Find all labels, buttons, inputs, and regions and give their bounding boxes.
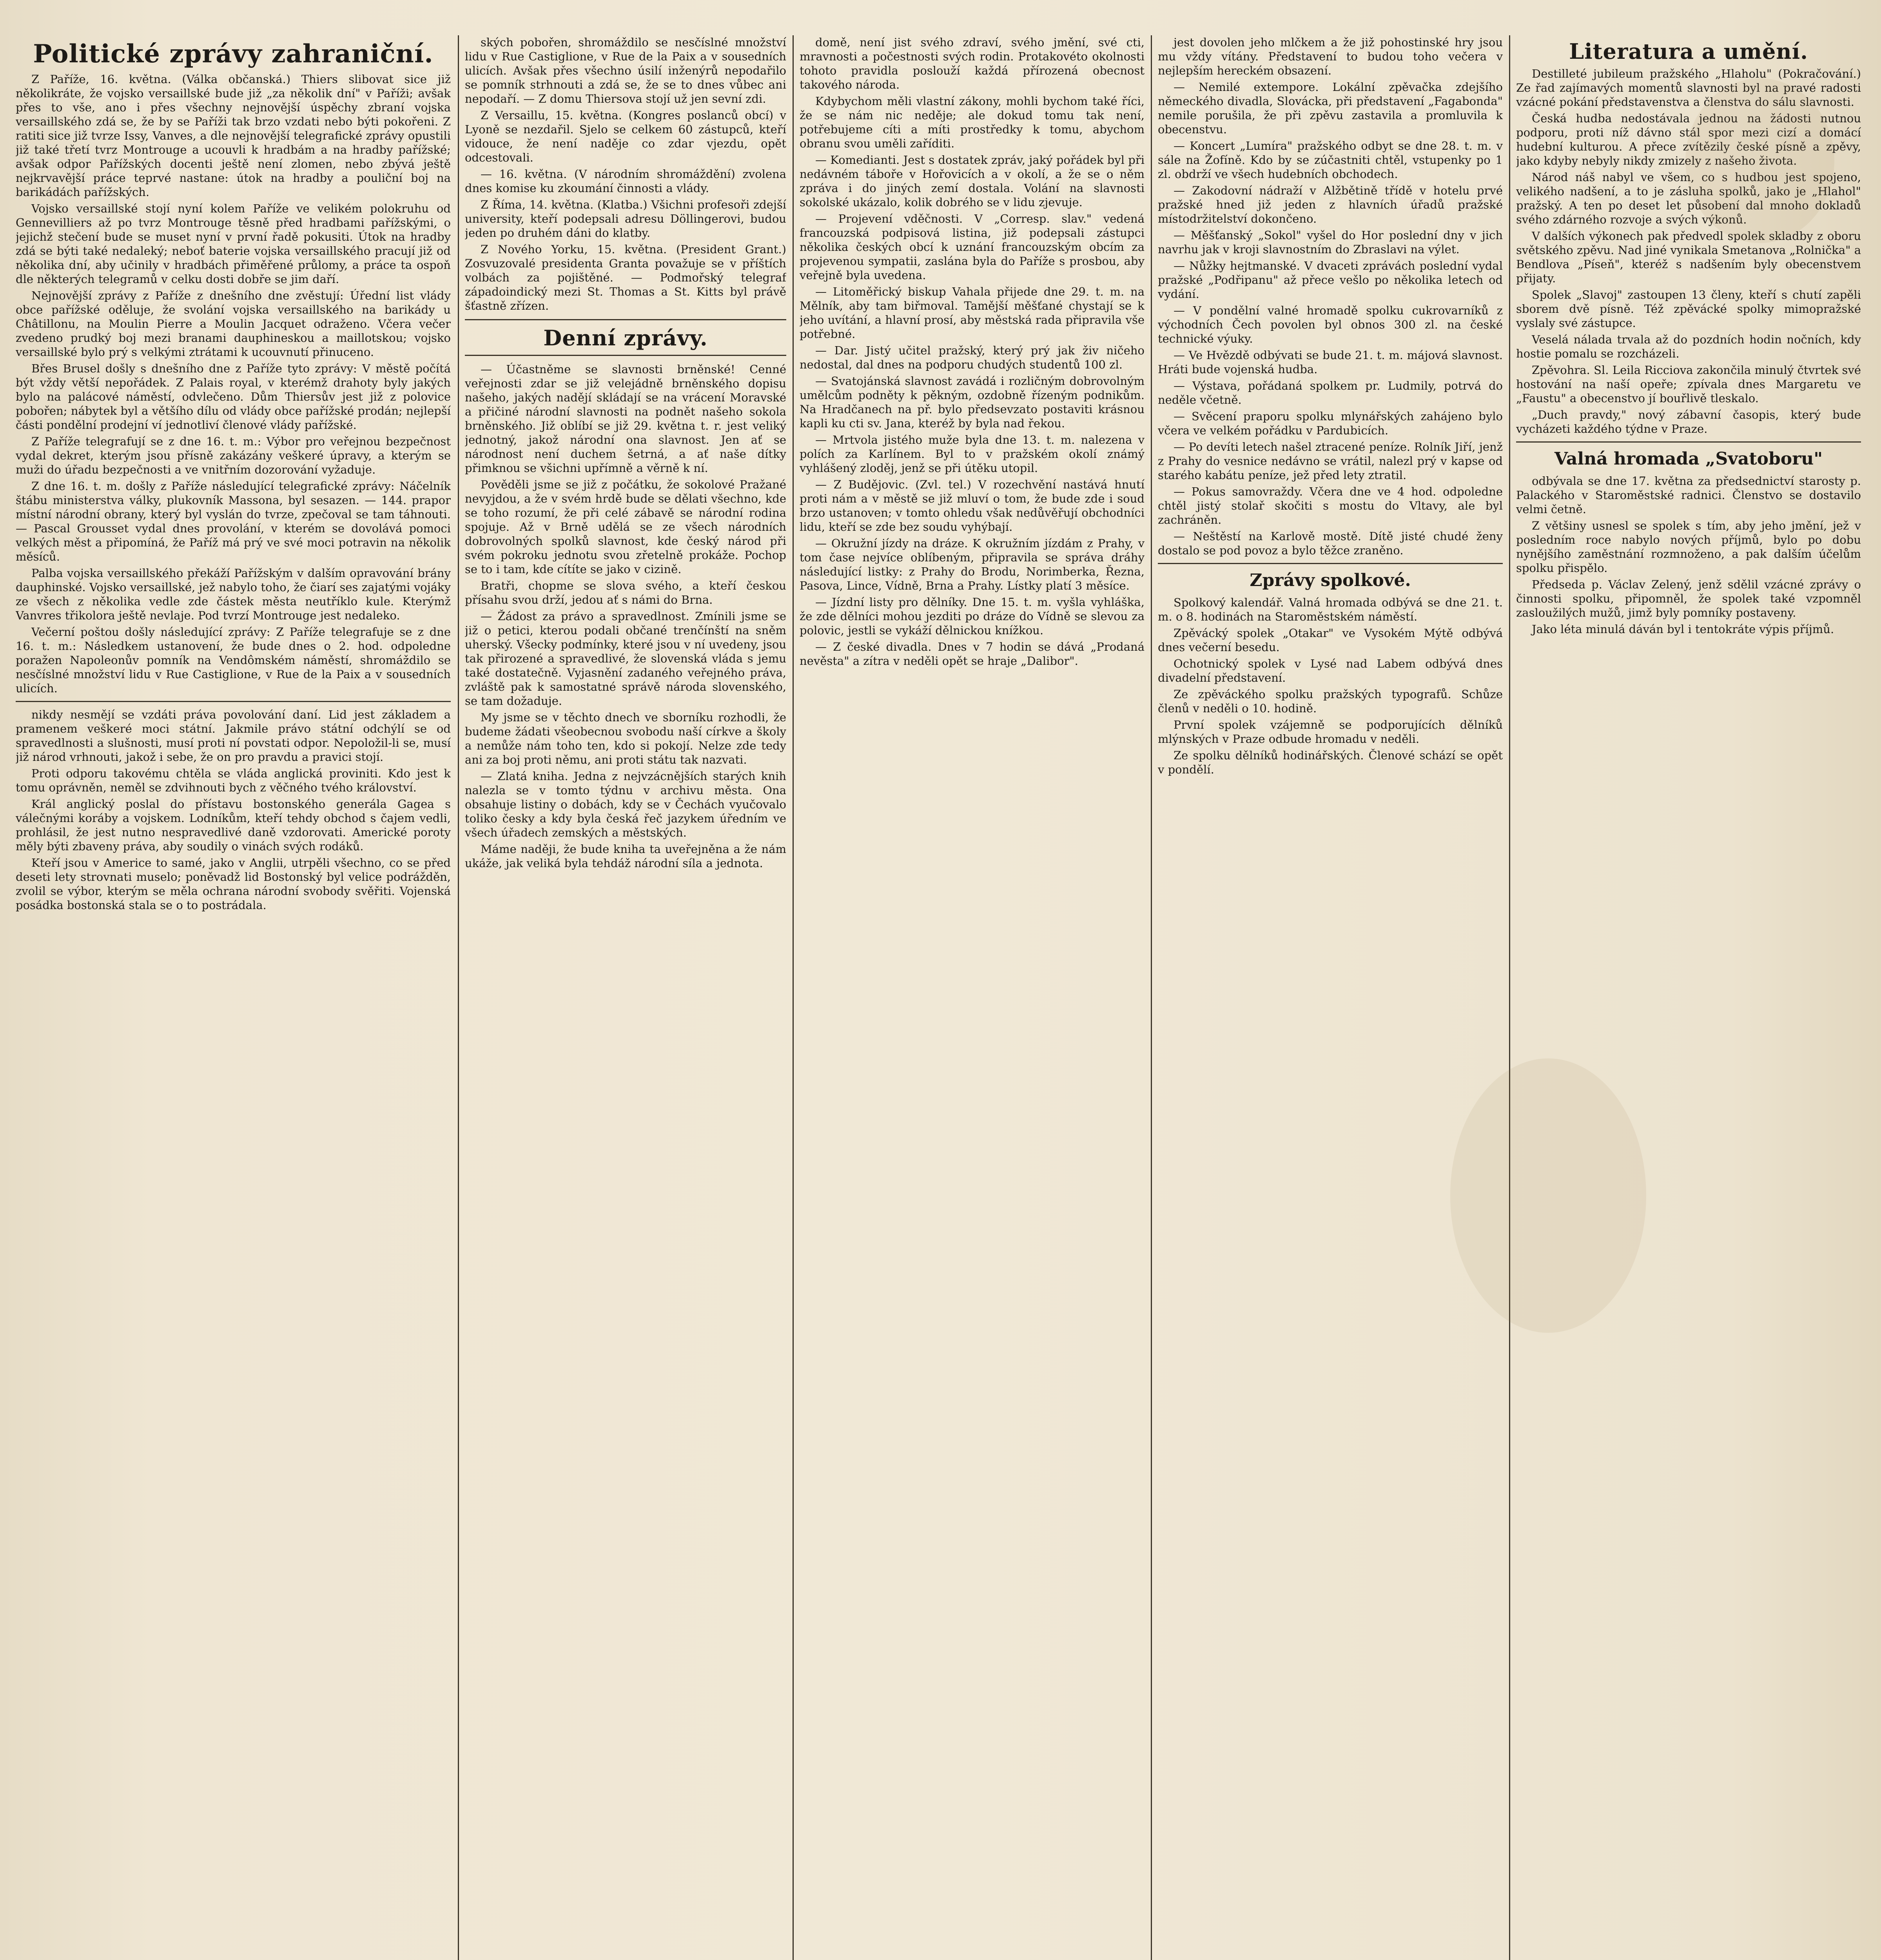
section-divider	[16, 701, 451, 702]
article-paragraph: Zpěvohra. Sl. Leila Ricciova zakončila minulý čtvrtek své hostování na naší opeře; zpívala dnes Margaretu ve „Faustu" a obecenstvo jí bouřlivě tleskalo.	[1516, 363, 1861, 405]
column-rule	[1509, 35, 1510, 1960]
article-paragraph: Z Paříže, 16. května. (Válka občanská.) Thiers slibovat sice již několikráte, že vojsko versaillské bude již „za několik dní" v Paříži; avšak přes to vše, ano i přes všechny nejnovější úspěchy zbraní vojska versaillského zdá se, že by se Paříži tak brzo vzdati nebo býti pokořeni. Z ratiti sice již tvrze Issy, Vanves, a dle nejnovější telegrafické zprávy opustili již také třetí tvrz Montrouge a ucouvli k hradbám a na hradby pařížské; avšak odpor Pařížských docenti ještě není zlomen, nebo zbývá ještě nejkrvavější práce teprvé nastane: útok na hradby a pouliční boj na barikádách pařížských.	[16, 73, 451, 199]
heading-valna-hromada-svatoboru: Valná hromada „Svatoboru"	[1554, 449, 1823, 469]
article-paragraph: — Žádost za právo a spravedlnost. Zmínili jsme se již o petici, kterou podali občané trenčínští na sněm uherský. Všecky podmínky, které jsou v ní uvedeny, jsou tak přirozené a spravedlivé, že slovenská vláda s jemu také dostatečně. Vyjasnění zadaného veřejného práva, zvláště pak k samostatné správě národa slovenského, se tam dožaduje.	[465, 610, 786, 708]
article-paragraph: ských pobořen, shromáždilo se nesčíslné množství lidu v Rue Castiglione, v Rue de la Paix a v sousedních ulicích. Avšak přes všechno úsilí inženýrů nepodařilo se pomník strhnouti a zdá se, že se to dnes vůbec ani nepodaří. — Z domu Thiersova stojí už jen sevní zdi.	[465, 36, 786, 105]
article-paragraph: Z Nového Yorku, 15. května. (President Grant.) Zosvuzovalé presidenta Granta považuje se v příštích volbách za pojištěné. — Podmořský telegraf západoindický mezi St. Thomas a St. Kitts byl právě šťastně zřízen.	[465, 243, 786, 312]
article-paragraph: — Nemilé extempore. Lokální zpěvačka zdejšího německého divadla, Slovácka, při představení „Fagabonda" nemile porušila, že při zpěvu zastavila a promluvila k obecenstvu.	[1158, 80, 1503, 136]
column-4	[1158, 35, 1503, 1960]
article-paragraph: — Z Budějovic. (Zvl. tel.) V rozechvění nastává hnutí proti nám a v městě se již mluví o tom, že bude zde i soud brzo ustanoven; v tomto ohledu však nedůvěřují obchodníci lidu, kteří se zde bez soudu vyhýbají.	[800, 478, 1145, 534]
section-divider	[1516, 441, 1861, 443]
column-1	[16, 35, 451, 1960]
heading-literatura-a-umeni: Literatura a umění.	[1569, 39, 1808, 64]
article-paragraph: — Koncert „Lumíra" pražského odbyt se dne 28. t. m. v sále na Žofíně. Kdo by se zúčastniti chtěl, vstupenky po 1 zl. obdrží ve všech hudebních obchodech.	[1158, 139, 1503, 181]
article-paragraph: Z Versaillu, 15. května. (Kongres poslanců obcí) v Lyoně se nezdařil. Sjelo se celkem 60 zástupců, kteří vidouce, že není naděje co zdar vjezdu, opět odcestovali.	[465, 109, 786, 164]
article-paragraph: — Výstava, pořádaná spolkem pr. Ludmily, potrvá do neděle včetně.	[1158, 379, 1503, 407]
article-paragraph: domě, není jist svého zdraví, svého jmění, své cti, mravnosti a počestnosti svých rodin. Protakovéto okolnosti tohoto pravidla poslouží každá přírozená obecnost takového národa.	[800, 36, 1145, 91]
article-paragraph: jest dovolen jeho mlčkem a že již pohostinské hry jsou mu vždy vítány. Představení to budou toho večera v nejlepším hereckém obsazení.	[1158, 36, 1503, 77]
article-paragraph: Destilleté jubileum pražského „Hlaholu" (Pokračování.) Ze řad zajímavých momentů slavnosti byl na pravé radosti vzácné pokání představenstva a členstva do sálu slavnosti.	[1516, 67, 1861, 109]
article-paragraph: — Nůžky hejtmanské. V dvaceti zprávách poslední vydal pražské „Podřipanu" až přece vešlo po několika letech od vydání.	[1158, 259, 1503, 301]
article-paragraph: Palba vojska versaillského překáží Pařížským v dalším opravování brány dauphinské. Vojsko versaillské, jež nabylo toho, že čiarí ses zajatými vojáky ze všech z několika vedle zde částek města neutříklo kule. Kterýmž Vanvres třikolora ještě nevlaje. Pod tvrzí Montrouge jest nedaleko.	[16, 566, 451, 622]
heading-zpravy-spolkove: Zprávy spolkové.	[1250, 570, 1411, 590]
column-5	[1516, 35, 1861, 1960]
article-paragraph: Z dne 16. t. m. došly z Paříže následující telegrafické zprávy: Náčelník štábu ministerstva války, plukovník Massona, byl sesazen. — 144. prapor místní národní obrany, který byl vyslán do tvrze, zpečoval se tam táhnouti. — Pascal Grousset vydal dnes provolání, v kterém se dovolává pomoci velkých měst a připomíná, že Paříž má prý ve své moci potravin na několik měsíců.	[16, 479, 451, 563]
article-paragraph: My jsme se v těchto dnech ve sborníku rozhodli, že budeme žádati všeobecnou svobodu naší církve a školy a nemůže nám toho ten, kdo si pokojí. Nelze zde tedy ani za boj proti němu, ani proti státu tak nazvati.	[465, 711, 786, 766]
column-rule	[793, 35, 794, 1960]
article-paragraph: — 16. května. (V národním shromáždění) zvolena dnes komise ku zkoumání činnosti a vlády.	[465, 167, 786, 195]
article-paragraph: Česká hudba nedostávala jednou na žádosti nutnou podporu, proti níž dávno stál spor mezi cizí a domácí hudební kulturou. A přece zvítězily české písně a zpěvy, jako kdyby nebyly nikdy zmizely z našeho života.	[1516, 112, 1861, 167]
article-paragraph: Veselá nálada trvala až do pozdních hodin nočních, kdy hostie pomalu se rozcházeli.	[1516, 333, 1861, 360]
section-divider	[1158, 563, 1503, 564]
article-paragraph: Pověděli jsme se již z počátku, že sokolové Pražané nevyjdou, a že v svém hrdě bude se dělati všechno, kde se toho rozumí, že při celé zábavě se národní rodina spojuje. Až v Brně udělá se ze všech národních dobrovolných spolků slavnost, kde český národ při svém pokroku jednotu svou zřetelně prokáže. Pochop se to i tam, kde cítíte se jako v cizině.	[465, 478, 786, 576]
article-paragraph: — Svěcení praporu spolku mlynářských zahájeno bylo včera ve velkém pořádku v Pardubicích.	[1158, 410, 1503, 437]
article-paragraph: Proti odporu takovému chtěla se vláda anglická proviniti. Kdo jest k tomu oprávněn, neměl se zdvihnouti bych z věčného tvého království.	[16, 767, 451, 794]
article-paragraph: Z většiny usnesl se spolek s tím, aby jeho jmění, jež v posledním roce nabylo nových příjmů, bylo po dobu nynějšího zaměstnání rozmnoženo, a pak dalším účelům spolku přispělo.	[1516, 519, 1861, 575]
article-paragraph: — Okružní jízdy na dráze. K okružním jízdám z Prahy, v tom čase nejvíce oblíbeným, připravila se správa dráhy následující listky: z Prahy do Brodu, Norimberka, Řezna, Pasova, Lince, Vídně, Brna a Prahy. Lístky platí 3 měsíce.	[800, 537, 1145, 592]
article-paragraph: Ochotnický spolek v Lysé nad Labem odbývá dnes divadelní představení.	[1158, 657, 1503, 684]
article-paragraph: První spolek vzájemně se podporujících dělníků mlýnských v Praze odbude hromadu v neděli.	[1158, 718, 1503, 746]
article-paragraph: — Projevení vděčnosti. V „Corresp. slav." vedená francouzská podpisová listina, již podepsali zástupci několika českých obcí k uznání francouzským obcím za projevenou sympatii, zaslána byla do Paříže s prosbou, aby veřejně byla uvedena.	[800, 212, 1145, 282]
article-paragraph: — Pokus samovraždy. Včera dne ve 4 hod. odpoledne chtěl jistý stolař skočiti s mostu do Vltavy, ale byl zachráněn.	[1158, 485, 1503, 526]
column-2	[465, 35, 786, 1960]
article-paragraph: Z Paříže telegrafují se z dne 16. t. m.: Výbor pro veřejnou bezpečnost vydal dekret, kterým jsou přísně zakázány veškeré úpravy, a kterým se muži do úřadu bezpečnosti a ve vnitřním dozorování vyžaduje.	[16, 435, 451, 476]
article-paragraph: odbývala se dne 17. května za předsednictví starosty p. Palackého v Staroměstské radnici. Členstvo se dostavilo velmi četně.	[1516, 474, 1861, 516]
paper-stain	[1450, 1058, 1646, 1333]
article-paragraph: Národ náš nabyl ve všem, co s hudbou jest spojeno, velikého nadšení, a to je zásluha spolků, jako je „Hlahol" pražský. A ten po deset let působení dal mnoho dokladů svého zdárného rozvoje a svých výkonů.	[1516, 171, 1861, 226]
article-paragraph: Spolkový kalendář. Valná hromada odbývá se dne 21. t. m. o 8. hodinách na Staroměstském náměstí.	[1158, 596, 1503, 623]
article-paragraph: — Dar. Jistý učitel pražský, který prý jak živ ničeho nedostal, dal dnes na podporu chudých studentů 100 zl.	[800, 344, 1145, 371]
article-paragraph: Kteří jsou v Americe to samé, jako v Anglii, utrpěli všechno, co se před deseti lety strovnati muselo; poněvadž lid Bostonský byl velice podrážděn, zvolil se výbor, kterým se měla ochrana národní svobody svěřiti. Vojenská posádka bostonská stala se o to postrádala.	[16, 856, 451, 912]
heading-denni-zpravy: Denní zprávy.	[543, 325, 708, 350]
article-paragraph: — Měšťanský „Sokol" vyšel do Hor poslední dny v jich navrhu jak v kroji slavnostním do Zbraslavi na výlet.	[1158, 229, 1503, 256]
article-paragraph: — Komedianti. Jest s dostatek zpráv, jaký pořádek byl při nedávném táboře v Hořovicích a v okolí, a že se o něm zpráva i do jiných zemí dostala. Volání na slavnosti sokolské ukázalo, kolik dobrého se v lidu zjevuje.	[800, 153, 1145, 209]
article-paragraph: Nejnovější zprávy z Paříže z dnešního dne zvěstují: Úřední list vlády obce pařížské oděluje, že svolání vojska versaillského na barikády u Châtillonu, na Moulin Pierre a Moulin Jacquet odraženo. Včera večer zvedeno prudký boj mezi branami dauphineskou a maillotskou; vojsko versaillské bylo prý s velkými ztrátami k ucouvnutí přinuceno.	[16, 289, 451, 359]
article-paragraph: — Svatojánská slavnost zavádá i rozličným dobrovolným umělcům podněty k pěkným, ozdobně řízeným podnikům. Na Hradčanech na př. bylo předsevzato postaviti krásnou kapli ku cti sv. Jana, kteréž by byla nad řekou.	[800, 374, 1145, 430]
article-paragraph: — Neštěstí na Karlově mostě. Dítě jisté chudé ženy dostalo se pod povoz a bylo těžce zraněno.	[1158, 530, 1503, 557]
article-paragraph: — Po devíti letech našel ztracené peníze. Rolník Jiří, jenž z Prahy do vesnice nedávno se vrátil, nalezl prý v kapse od starého kabátu peníze, jež před lety ztratil.	[1158, 440, 1503, 482]
article-paragraph: Jako léta minulá dáván byl i tentokráte výpis příjmů.	[1532, 622, 1834, 636]
article-paragraph: — Ve Hvězdě odbývati se bude 21. t. m. májová slavnost. Hráti bude vojenská hudba.	[1158, 348, 1503, 376]
article-paragraph: „Duch pravdy," nový zábavní časopis, který bude vycházeti každého týdne v Praze.	[1516, 408, 1861, 436]
article-paragraph: Král anglický poslal do přístavu bostonského generála Gagea s válečnými koráby a vojskem. Lodníkům, kteří tehdy obchod s čajem vedli, prohlásil, že jest nutno nespravedlivé daně vzdorovati. Americké poroty měly býti zbaveny práva, aby soudily o vinách svých rodáků.	[16, 797, 451, 853]
heading-politicke-zpravy: Politické zprávy zahraniční.	[33, 39, 434, 69]
paper-stain	[1685, 78, 1834, 243]
article-paragraph: Bratři, chopme se slova svého, a kteří českou přísahu svou drží, jedou ať s námi do Brna.	[465, 579, 786, 606]
column-rule	[458, 35, 459, 1960]
article-paragraph: — Zlatá kniha. Jedna z nejvzácnějších starých knih nalezla se v tomto týdnu v archivu města. Ona obsahuje listiny o dobách, kdy se v Čechách vyučovalo toliko česky a kdy byla česká řeč jazykem úředním ve všech úřadech zemských a městských.	[465, 769, 786, 839]
article-paragraph: — Jízdní listy pro dělníky. Dne 15. t. m. vyšla vyhláška, že zde dělníci mohou jezditi po dráze do Vídně se slevou za polovic, jestli se vykáží dělnickou knížkou.	[800, 595, 1145, 637]
article-paragraph: V dalších výkonech pak předvedl spolek skladby z oboru světského zpěvu. Nad jiné vynikala Smetanova „Rolnička" a Bendlova „Píseň", kteréž s nadšením byly obecenstvem přijaty.	[1516, 229, 1861, 285]
article-paragraph: Kdybychom měli vlastní zákony, mohli bychom také říci, že se nám nic neděje; ale dokud tomu tak není, potřebujeme cíti a míti prostředky k tomu, abychom obranu svou uměli zaříditi.	[800, 94, 1145, 150]
article-paragraph: Předseda p. Václav Zelený, jenž sdělil vzácné zprávy o činnosti spolku, připomněl, že spolek také vzpomněl zasloužilých mužů, jimž byly pomníky postaveny.	[1516, 578, 1861, 619]
column-rule	[1151, 35, 1152, 1960]
article-paragraph: Z Říma, 14. května. (Klatba.) Všichni profesoři zdejší university, kteří podepsali adresu Döllingerovi, budou jeden po druhém dáni do klatby.	[465, 198, 786, 240]
article-paragraph: nikdy nesmějí se vzdáti práva povolování daní. Lid jest základem a pramenem veškeré moci státní. Jakmile právo státní odchýlí se od spravedlnosti a slušnosti, musí proti ní povstati odpor. Nepoložil-li se, musí již národ vrhnouti, jakož i sebe, že on pro pravdu a pravici stojí.	[16, 708, 451, 764]
article-paragraph: — Mrtvola jistého muže byla dne 13. t. m. nalezena v polích za Karlínem. Byl to v pražském okolí známý vyhlášený zloděj, jenž se při útěku utopil.	[800, 433, 1145, 475]
article-paragraph: — Litoměřický biskup Vahala přijede dne 29. t. m. na Mělník, aby tam biřmoval. Tamější měšťané chystají se k jeho uvítání, a hlavní prosí, aby městská rada připravila vše potřebné.	[800, 285, 1145, 341]
article-paragraph: — Zakodovní nádraží v Alžbětině třídě v hotelu prvé pražské hned již jeden z hlavních úřadů pražské místodržitelství dokončeno.	[1158, 184, 1503, 225]
article-paragraph: — Účastněme se slavnosti brněnské! Cenné veřejnosti zdar se již velejádně brněnského dopisu našeho, jakých nadějí skládají se na vrácení Moravské a přičiné národní slavnosti na podnět našeho sokola brněnského. Již oblíbí se již 29. května t. r. jest veliký jednotný, jakož národní ona slavnost. Jen ať se národnost není duchem šetrná, a ať naše dítky přimknou se všichni upřímně a věrně k ní.	[465, 363, 786, 475]
article-paragraph: — Z české divadla. Dnes v 7 hodin se dává „Prodaná nevěsta" a zítra v neděli opět se hraje „Dalibor".	[800, 640, 1145, 668]
article-paragraph: Vojsko versaillské stojí nyní kolem Paříže ve velikém polokruhu od Gennevilliers až po tvrz Montrouge těsně před hradbami pařížskými, o jejichž stečení bude se muset nyní v první řadě pokusiti. Útok na hradby zdá se býti také nedaleký; neboť baterie vojska versaillského pracují již od několika dní, aby učinily v hradbách přiměřené průlomy, a práce ta ospoň dle některých telegramů v celku dosti dobře se jim daří.	[16, 202, 451, 286]
article-paragraph: Ze zpěváckého spolku pražských typografů. Schůze členů v neděli o 10. hodině.	[1158, 688, 1503, 715]
article-paragraph: Spolek „Slavoj" zastoupen 13 členy, kteří s chutí zapěli sborem dvě písně. Též zpěvácké spolky mimopražské vyslaly své zástupce.	[1516, 288, 1861, 330]
article-paragraph: Zpěvácký spolek „Otakar" ve Vysokém Mýtě odbývá dnes večerní besedu.	[1158, 626, 1503, 654]
article-paragraph: — V pondělní valné hromadě spolku cukrovarníků z východních Čech povolen byl obnos 300 zl. na české technické výuky.	[1158, 304, 1503, 345]
denni-zpravy-header-box	[465, 319, 786, 356]
column-3	[800, 35, 1145, 1960]
article-paragraph: Ze spolku dělníků hodinářských. Členové schází se opět v pondělí.	[1158, 749, 1503, 776]
article-paragraph: Večerní poštou došly následující zprávy: Z Paříže telegrafuje se z dne 16. t. m.: Následkem ustanovení, že bude dnes o 2. hod. odpoledne poražen Napoleonův pomník na Vendômském náměstí, shromáždilo se nesčíslné množství lidu v Rue Castiglione, v Rue de la Paix a v sousedních ulicích.	[16, 625, 451, 695]
article-paragraph: Máme naději, že bude kniha ta uveřejněna a že nám ukáže, jak veliká byla tehdáž národní síla a jednota.	[465, 842, 786, 870]
article-paragraph: Břes Brusel došly s dnešního dne z Paříže tyto zprávy: V městě počítá být vždy větší nepořádek. Z Palais royal, v kterémž drahoty byly jakých bylo na palácové náměstí, odvlečeno. Dům Thiersův jest již z polovice pobořen; nábytek byl a většího dílu od vlády obce pařížské prodán; nejlepší části pondělní prodejní ví jednotliví členové vlády pařížské.	[16, 362, 451, 432]
